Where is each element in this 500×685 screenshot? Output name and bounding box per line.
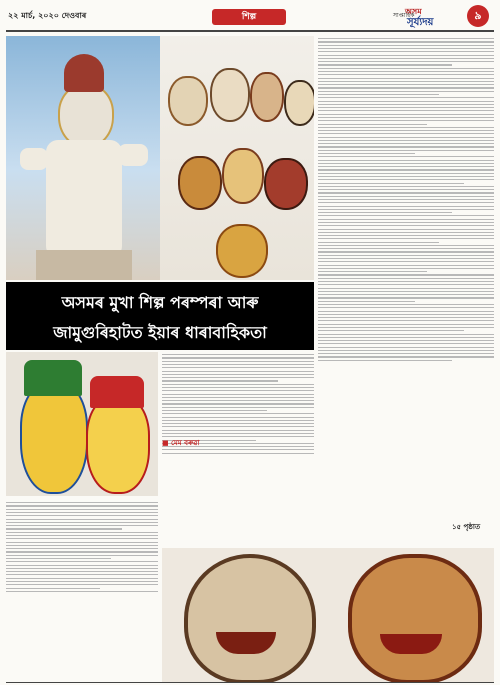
text-line: [318, 84, 494, 85]
page-number-badge: ৯: [467, 5, 489, 27]
text-line: [6, 584, 158, 585]
text-line: [318, 68, 494, 69]
text-line: [318, 87, 494, 88]
headline-line-2: জামুগুৰিহাটত ইয়াৰ ধাৰাবাহিকতা: [53, 323, 267, 342]
text-line: [318, 255, 494, 256]
tall-figure-arm-right: [118, 144, 148, 166]
text-line: [318, 150, 494, 151]
text-line: [318, 304, 494, 305]
crowned-mask-right: [86, 396, 150, 494]
text-line: [318, 248, 494, 249]
text-line: [162, 423, 314, 424]
text-line: [318, 110, 494, 111]
text-line: [6, 571, 158, 572]
text-line: [318, 212, 452, 213]
footer-rule: [6, 682, 494, 683]
text-line: [162, 403, 314, 404]
text-line: [318, 38, 494, 39]
mask-top-center-right: [250, 72, 284, 122]
text-line: [6, 551, 158, 552]
text-line: [318, 183, 464, 184]
text-line: [6, 502, 158, 503]
section-label: শিল্প: [212, 9, 286, 25]
text-line: [318, 114, 494, 115]
mask-middle-left: [178, 156, 222, 210]
text-line: [318, 317, 494, 318]
text-line: [318, 143, 494, 144]
mask-top-center-left: [210, 68, 250, 122]
text-line: [318, 48, 494, 49]
text-line: [318, 130, 494, 131]
text-line: [318, 301, 415, 302]
text-line: [318, 117, 494, 118]
text-line: [318, 281, 494, 282]
text-line: [6, 512, 158, 513]
text-line: [318, 91, 494, 92]
crowned-mask-right-crown: [90, 376, 144, 408]
article-column-left: [6, 500, 158, 676]
mask-top-right: [284, 80, 314, 126]
text-line: [6, 565, 158, 566]
text-line: [318, 271, 427, 272]
text-line: [162, 430, 314, 431]
text-line: [318, 242, 439, 243]
text-line: [318, 311, 494, 312]
text-line: [162, 384, 314, 385]
headline-banner: [6, 282, 314, 350]
text-line: [6, 591, 158, 592]
text-line: [318, 238, 494, 239]
text-line: [6, 558, 111, 559]
tall-figure-crown: [64, 54, 104, 92]
mask-top-left: [168, 76, 208, 126]
text-line: [162, 413, 314, 414]
brand-name-line1: অসম: [405, 7, 422, 16]
continued-on-page: ১৫ পৃষ্ঠাত: [452, 523, 481, 531]
text-line: [318, 173, 494, 174]
text-line: [6, 505, 158, 506]
text-line: [318, 278, 494, 279]
text-line: [318, 232, 494, 233]
text-line: [318, 206, 494, 207]
monster-mask-right: [348, 554, 482, 682]
text-line: [318, 78, 494, 79]
text-line: [318, 291, 494, 292]
photo-two-monster-masks: [162, 548, 494, 682]
text-line: [162, 407, 314, 408]
text-line: [318, 137, 494, 138]
text-line: [318, 74, 494, 75]
text-line: [318, 343, 494, 344]
text-line: [318, 356, 494, 357]
headline-line-1: অসমৰ মুখা শিল্প পৰম্পৰা আৰু: [61, 293, 259, 312]
text-line: [162, 394, 314, 395]
tall-figure-base: [36, 250, 132, 280]
text-line: [162, 377, 314, 378]
text-line: [318, 265, 494, 266]
text-line: [6, 545, 158, 546]
text-line: [6, 555, 158, 556]
text-line: [318, 219, 494, 220]
text-line: [318, 186, 494, 187]
crowned-mask-left-crown: [24, 360, 82, 396]
photo-painted-masks: [6, 352, 158, 496]
text-line: [6, 574, 158, 575]
text-line: [318, 81, 494, 82]
text-line: [162, 354, 314, 355]
text-line: [318, 337, 494, 338]
text-line: [318, 101, 494, 102]
tall-figure-body: [46, 140, 122, 258]
brand-prefix: সাপ্তাহিক: [393, 12, 415, 19]
masthead-logo: [393, 6, 463, 28]
text-line: [318, 160, 494, 161]
text-line: [162, 367, 314, 368]
text-line: [318, 196, 494, 197]
text-line: [6, 542, 158, 543]
text-line: [6, 522, 158, 523]
text-line: [162, 433, 314, 434]
article-text-lines: [6, 502, 158, 592]
text-line: [318, 97, 494, 98]
text-line: [162, 387, 314, 388]
text-line: [318, 353, 494, 354]
text-line: [318, 104, 494, 105]
text-line: [318, 58, 494, 59]
text-line: [318, 166, 494, 167]
text-line: [318, 274, 494, 275]
text-line: [162, 420, 314, 421]
tall-figure-head: [58, 84, 114, 148]
text-line: [162, 380, 278, 381]
mask-middle-center: [222, 148, 264, 204]
tall-figure-arm-left: [20, 148, 48, 170]
mask-bottom-center: [216, 224, 268, 278]
text-line: [6, 515, 158, 516]
text-line: [318, 199, 494, 200]
text-line: [6, 532, 158, 533]
text-line: [318, 324, 494, 325]
text-line: [162, 364, 314, 365]
page-header: [0, 0, 500, 30]
text-line: [162, 426, 314, 427]
photo-tall-mask-figure: [6, 36, 161, 280]
text-line: [318, 222, 494, 223]
text-line: [162, 374, 314, 375]
text-line: [6, 548, 158, 549]
text-line: [162, 397, 314, 398]
header-rule: [6, 30, 494, 32]
text-line: [162, 371, 314, 372]
brand-name-line2: সূৰ্য্যদয়: [407, 17, 434, 28]
text-line: [318, 225, 494, 226]
mask-middle-right: [264, 158, 308, 210]
text-line: [162, 417, 314, 418]
text-line: [318, 360, 452, 361]
text-line: [318, 153, 415, 154]
text-line: [318, 127, 494, 128]
text-line: [318, 192, 494, 193]
text-line: [318, 215, 494, 216]
text-line: [318, 284, 494, 285]
author-byline: ■ মেম বৰুৱা: [162, 439, 200, 447]
text-line: [318, 229, 494, 230]
text-line: [6, 509, 158, 510]
text-line: [318, 350, 494, 351]
text-line: [318, 45, 494, 46]
text-line: [318, 347, 494, 348]
text-line: [6, 561, 158, 562]
text-line: [6, 519, 158, 520]
article-text-lines: [318, 38, 494, 361]
text-line: [318, 107, 494, 108]
text-line: [6, 538, 158, 539]
text-line: [318, 307, 494, 308]
text-line: [318, 55, 494, 56]
text-line: [162, 410, 267, 411]
text-line: [318, 71, 494, 72]
text-line: [318, 235, 494, 236]
text-line: [318, 61, 494, 62]
text-line: [318, 314, 494, 315]
issue-date: ২২ মার্চ, ২০২০ দেওবাৰ: [8, 11, 87, 20]
text-line: [318, 51, 494, 52]
text-line: [6, 588, 100, 589]
crowned-mask-left: [20, 382, 88, 494]
text-line: [162, 390, 314, 391]
text-line: [6, 581, 158, 582]
text-line: [6, 528, 122, 529]
text-line: [318, 251, 494, 252]
photo-mask-wall-display: [160, 36, 314, 280]
text-line: [318, 330, 464, 331]
text-line: [318, 41, 494, 42]
text-line: [318, 340, 494, 341]
text-line: [318, 327, 494, 328]
text-line: [318, 133, 494, 134]
text-line: [162, 361, 314, 362]
text-line: [6, 525, 158, 526]
text-line: [318, 297, 494, 298]
text-line: [318, 64, 452, 65]
text-line: [318, 245, 494, 246]
text-line: [318, 258, 494, 259]
text-line: [318, 268, 494, 269]
text-line: [318, 179, 494, 180]
text-line: [6, 578, 158, 579]
text-line: [318, 189, 494, 190]
text-line: [318, 261, 494, 262]
text-line: [318, 334, 494, 335]
text-line: [318, 202, 494, 203]
text-line: [318, 146, 494, 147]
text-line: [162, 453, 314, 454]
text-line: [318, 140, 494, 141]
text-line: [318, 124, 427, 125]
text-line: [318, 120, 494, 121]
text-line: [318, 163, 494, 164]
text-line: [318, 209, 494, 210]
text-line: [6, 535, 158, 536]
text-line: [162, 357, 314, 358]
text-line: [318, 156, 494, 157]
text-line: [162, 400, 314, 401]
text-line: [6, 568, 158, 569]
text-line: [318, 288, 494, 289]
text-line: [318, 176, 494, 177]
text-line: [318, 169, 494, 170]
text-line: [318, 320, 494, 321]
text-line: [318, 294, 494, 295]
text-line: [162, 449, 314, 450]
monster-mask-left: [184, 554, 316, 682]
text-line: [318, 94, 439, 95]
